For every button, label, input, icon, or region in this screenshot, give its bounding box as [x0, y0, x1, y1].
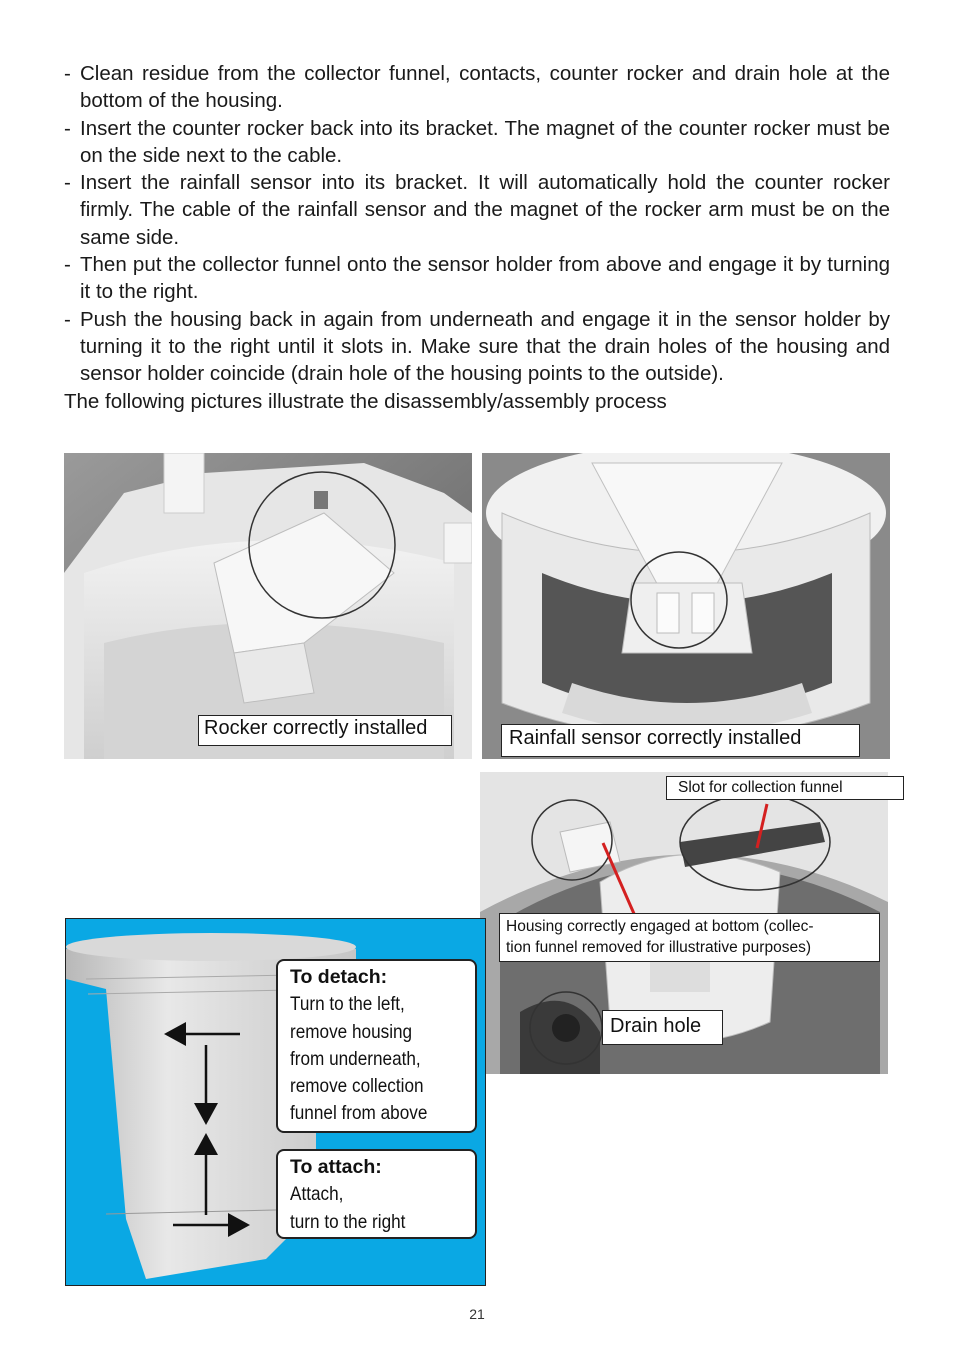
slot-label: Slot for collection funnel [666, 776, 904, 800]
detach-text: Turn to the left, remove housing from underneath, remove collection funnel from above [290, 993, 428, 1125]
sensor-photo [482, 453, 890, 759]
attach-heading: To attach: [290, 1156, 382, 1178]
instruction-step: - Insert the counter rocker back into its bracket. The magnet of the counter rocker must be on the side next to the cable. [64, 116, 890, 167]
attach-text: Attach, turn to the right [290, 1183, 406, 1233]
engaged-label: Housing correctly engaged at bottom (collec- tion funnel removed for illustrative purposes) [499, 913, 880, 962]
page-number: 21 [469, 1306, 485, 1322]
instruction-step: - Push the housing back in again from underneath and engage it in the sensor holder by turning it to the right until it slots in. Make sure that the drain holes of the housing and sensor holder coincide (drain hole of the housing points to the outside). [64, 307, 890, 386]
instructions [64, 60, 890, 415]
sensor-caption: Rainfall sensor correctly installed [501, 724, 860, 757]
instruction-step: - Clean residue from the collector funnel, contacts, counter rocker and drain hole at the bottom of the housing. [64, 62, 890, 113]
figures-intro: The following pictures illustrate the disassembly/assembly process [64, 389, 667, 413]
sensor-illustration [482, 453, 890, 759]
detach-callout [276, 959, 477, 1133]
rocker-caption: Rocker correctly installed [198, 715, 452, 746]
detach-heading: To detach: [290, 966, 388, 988]
attach-callout [276, 1149, 477, 1239]
rocker-illustration [64, 453, 472, 759]
drain-hole-label: Drain hole [602, 1010, 723, 1045]
instruction-step: - Then put the collector funnel onto the sensor holder from above and engage it by turning it to the right. [64, 253, 890, 304]
instruction-step: - Insert the rainfall sensor into its bracket. It will automatically hold the counter rocker firmly. The cable of the rainfall sensor and the magnet of the rocker arm must be on the same side. [64, 171, 890, 249]
rocker-photo [64, 453, 472, 759]
